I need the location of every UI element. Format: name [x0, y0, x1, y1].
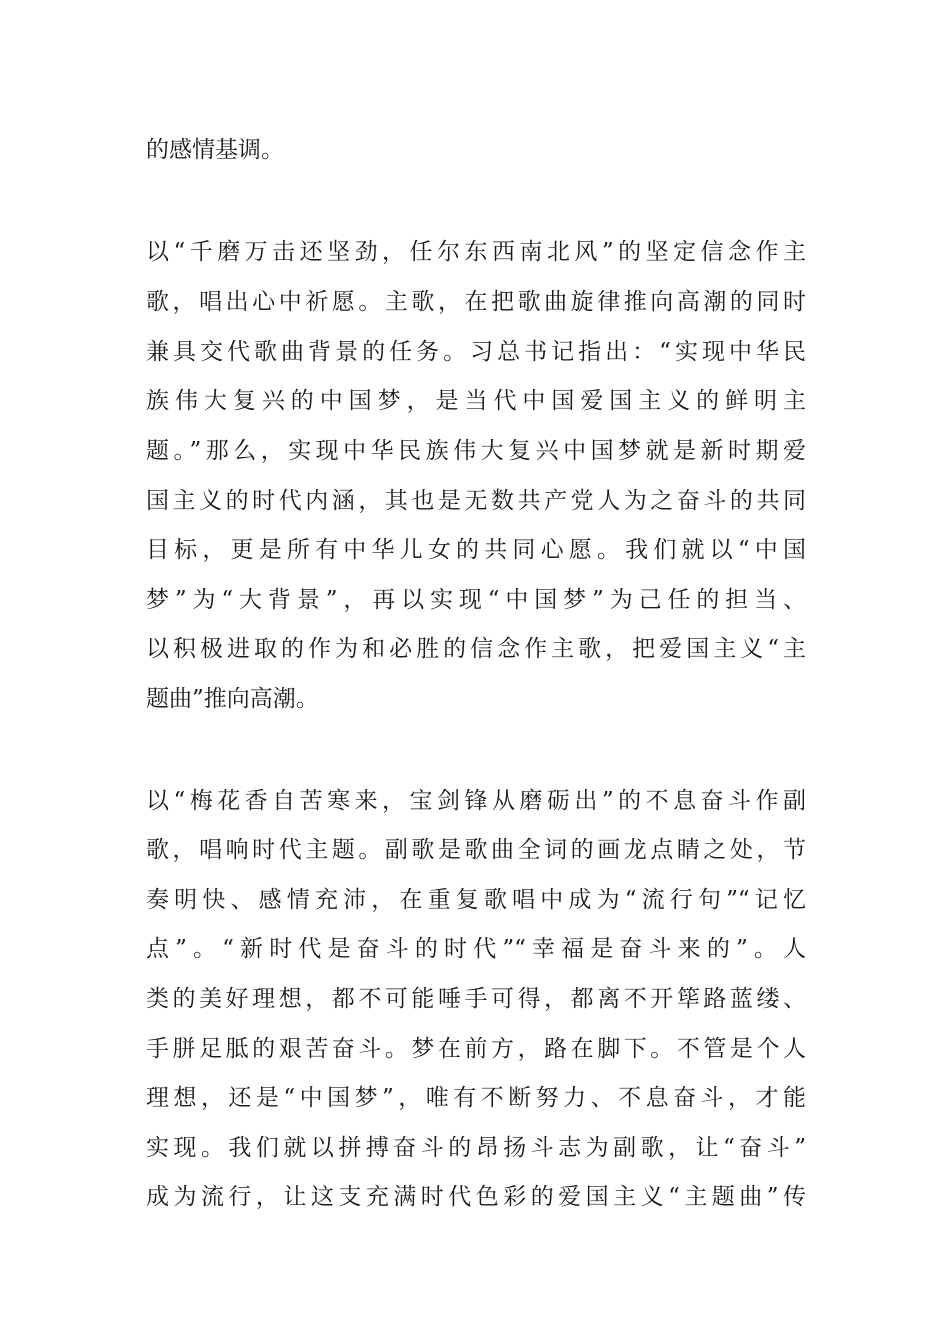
- text-line: 成为流行，让这支充满时代色彩的爱国主义“主题曲”传: [146, 1184, 806, 1210]
- text-line: 点”。“新时代是奋斗的时代”“幸福是奋斗来的”。人: [146, 936, 806, 962]
- text-line: 类的美好理想，都不可能唾手可得，都离不开筚路蓝缕、: [146, 986, 806, 1012]
- text-line: 奏明快、感情充沛，在重复歌唱中成为“流行句”“记忆: [146, 887, 806, 913]
- text-line: 国主义的时代内涵，其也是无数共产党人为之奋斗的共同: [146, 488, 806, 514]
- text-line: 的感情基调。: [146, 137, 284, 163]
- text-line: 族伟大复兴的中国梦，是当代中国爱国主义的鲜明主: [146, 388, 806, 414]
- text-line: 以“千磨万击还坚劲，任尔东西南北风”的坚定信念作主: [146, 239, 806, 265]
- text-line: 目标，更是所有中华儿女的共同心愿。我们就以“中国: [146, 537, 806, 563]
- text-line: 以“梅花香自苦寒来，宝剑锋从磨砺出”的不息奋斗作副: [146, 788, 806, 814]
- text-line: 歌，唱响时代主题。副歌是歌曲全词的画龙点睛之处，节: [146, 837, 806, 863]
- text-line: 手胼足胝的艰苦奋斗。梦在前方，路在脚下。不管是个人: [146, 1036, 806, 1062]
- text-line: 以积极进取的作为和必胜的信念作主歌，把爱国主义“主: [146, 636, 806, 662]
- text-line: 题曲”推向高潮。: [146, 686, 319, 712]
- text-line: 歌，唱出心中祈愿。主歌，在把歌曲旋律推向高潮的同时: [146, 289, 806, 315]
- text-line: 理想，还是“中国梦”，唯有不断努力、不息奋斗，才能: [146, 1085, 806, 1111]
- text-line: 实现。我们就以拼搏奋斗的昂扬斗志为副歌，让“奋斗”: [146, 1135, 806, 1161]
- text-line: 题。”那么，实现中华民族伟大复兴中国梦就是新时期爱: [146, 438, 806, 464]
- text-line: 兼具交代歌曲背景的任务。习总书记指出：“实现中华民: [146, 339, 806, 365]
- text-line: 梦”为“大背景”，再以实现“中国梦”为己任的担当、: [146, 587, 806, 613]
